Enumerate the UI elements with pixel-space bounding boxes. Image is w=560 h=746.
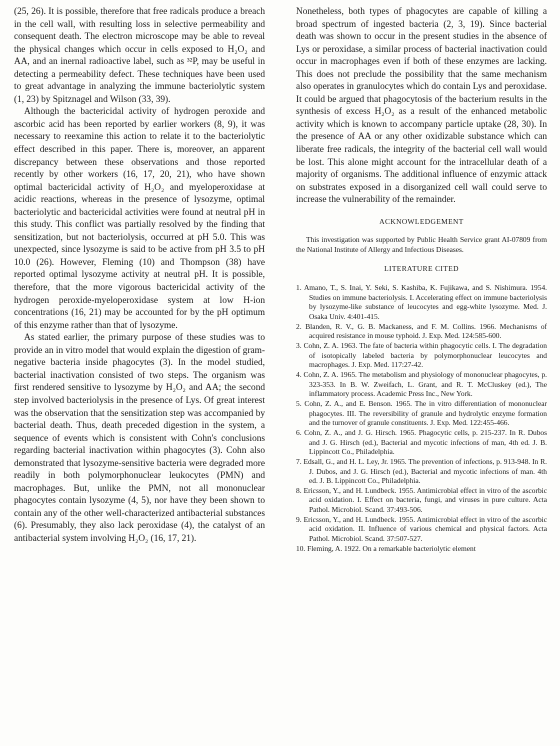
reference-item: 3. Cohn, Z. A. 1963. The fate of bacteria within phagocytic cells. I. The degradation of isotopically labeled bacteria by polymorphonuclear leucocytes and macrophages. J. Exp. Med. 117:27-42. bbox=[296, 340, 547, 370]
reference-item: 2. Blanden, R. V., G. B. Mackaness, and F. M. Collins. 1966. Mechanisms of acquired resistance in mouse typhoid. J. Exp. Med. 124:585-600. bbox=[296, 321, 547, 341]
reference-item: 6. Cohn, Z. A., and J. G. Hirsch. 1965. Phagocytic cells, p. 215-237. In R. Dubos and J. G. Hirsch (ed.), Bacterial and mycotic infections of man, 4th ed. J. B. Lippincott Co., Philadelphia. bbox=[296, 427, 547, 457]
right-column bbox=[296, 6, 547, 553]
acknowledgement-text: This investigation was supported by Public Health Service grant AI-07809 from the National Institute of Allergy and Infectious Diseases. bbox=[296, 235, 547, 254]
reference-item: 7. Edsall, G., and H. L. Ley, Jr. 1965. The prevention of infections, p. 913-948. In R. J. Dubos, and J. G. Hirsch (ed.), Bacterial and mycotic infections of man. 4th ed. J. B. Lippincott Co., Philadelphia. bbox=[296, 456, 547, 486]
discussion-paragraph-2: Although the bactericidal activity of hydrogen peroxide and ascorbic acid has been reported by earlier workers (8, 9), it was necessary to reexamine this action to relate it to the bacteriolytic effect described in this paper. There is, moreover, an apparent discrepancy between these observations and those reported recently by other workers (16, 17, 20, 21), who have shown optimal bactericidal activity of H₂O₂ and myeloperoxidase at acidic reactions, whereas in the presence of lysozyme, optimal bacteriolytic and bactericidal activities were found at neutral pH in this study. This conflict was partially resolved by the finding that sensitization, but not bacteriolysis, occurred at pH 5.0. This was unexpected, since lysozyme is said to be active from pH 3.5 to pH 10.0 (26). However, Fleming (10) and Thompson (38) have reported optimal lysozyme activity at neutral pH. It is possible, therefore, that the more vigorous bactericidal activity of the hydrogen peroxide-myeloperoxidase system at low H-ion concentrations (16, 21) may be accounted for by the pH optimum of this enzyme rather than that of lysozyme. bbox=[14, 107, 265, 331]
reference-item: 1. Amano, T., S. Inai, Y. Seki, S. Kashiba, K. Fujikawa, and S. Nishimura. 1954. Studies on immune bacteriolysis. I. Accelerating effect on immune bacteriolysis by lysozyme-like substance of leucocytes and egg-white lysozyme. Med. J. Osaka Univ. 4:401-415. bbox=[296, 283, 547, 321]
reference-item: 5. Cohn, Z. A., and E. Benson. 1965. The in vitro differentiation of mononuclear phagocytes. III. The reversibility of granule and hydrolytic enzyme formation and the turnover of granule constituents. J. Exp. Med. 122:455-466. bbox=[296, 398, 547, 428]
reference-item: 9. Ericsson, Y., and H. Lundbeck. 1955. Antimicrobial effect in vitro of the ascorbic acid oxidation. II. Influence of various chemical and physical factors. Acta Pathol. Microbiol. Scand. 37:507-527. bbox=[296, 514, 547, 544]
reference-list bbox=[296, 283, 547, 553]
acknowledgement-heading: ACKNOWLEDGEMENT bbox=[379, 216, 464, 226]
left-column bbox=[14, 6, 265, 546]
reference-item: 10. Fleming, A. 1922. On a remarkable bacteriolytic element bbox=[296, 543, 476, 553]
discussion-paragraph-4: Nonetheless, both types of phagocytes are capable of killing a broad spectrum of ingested bacteria (2, 3, 19). Since bacterial death was shown to occur in the present studies in the absence of Lys or peroxidase, a similar process of bacterial inactivation could occur in macrophages even if both of these enzymes are lacking. This does not preclude the possibility that the same mechanism also operates in granulocytes which do contain Lys and peroxidase. It could be argued that phagocytosis of the bacterium results in the synthesis of excess H₂O₂ as a result of the enhanced metabolic activity which is known to accompany particle uptake (28, 30). In the presence of AA or any other oxidizable substance which can liberate free radicals, the integrity of the bacterial cell wall would be lost. This alone might account for the intracellular death of a majority of organisms. The additional influence of enzymic attack on substrates exposed in a disorganized cell wall could serve to increase the vulnerability of the remainder. bbox=[296, 7, 547, 206]
reference-item: 8. Ericsson, Y., and H. Lundbeck. 1955. Antimicrobial effect in vitro of the ascorbic acid oxidation. I. Effect on bacteria, fungi, and viruses in pure culture. Acta Pathol. Microbiol. Scand. 37:493-506. bbox=[296, 485, 547, 515]
literature-cited-heading: LITERATURE CITED bbox=[384, 264, 459, 274]
discussion-paragraph-1: (25, 26). It is possible, therefore that free radicals produce a breach in the cell wall, with resulting loss in selective permeability and consequent death. The electron microscope may be able to reveal the physical changes which occur in cells exposed to H₂O₂ and AA, and an inernal radioactive label, such as ³²P, may be useful in detecting a permeability defect. These techniques have been used to great advantage in analyzing the immune bacteriolytic system (1, 23) by Spitznagel and Wilson (33, 39). bbox=[14, 7, 265, 105]
reference-item: 4. Cohn, Z. A. 1965. The metabolism and physiology of mononuclear phagocytes, p. 323-353. In B. W. Zweifach, L. Grant, and R. T. McCluskey (ed.), The inflammatory process. Academic Press Inc., New York. bbox=[296, 369, 547, 399]
discussion-paragraph-3: As stated earlier, the primary purpose of these studies was to provide an in vitro model that would explain the digestion of gram-negative bacteria inside phagocytes (3). In the model studied, bacterial inactivation consisted of two steps. The organism was first rendered sensitive to lysozyme by H₂O₂ and AA; the second step involved bacteriolysis in the presence of Lys. Of great interest was the observation that the sensitization step was accompanied by bacterial death. Thus, death preceded digestion in the system, a sequence of events which is consistent with Cohn's conclusions regarding bacterial inactivation within phagocytes (3). Cohn also demonstrated that lysozyme-sensitive bacteria were degraded more readily in both polymorphonuclear leukocytes (PMN) and macrophages. But, unlike the PMN, not all mononuclear phagocytes contain lysozyme (4, 5), nor have they been shown to contain any of the other well-characterized antibacterial substances (6). Presumably, they also lack peroxidase (4), the catalyst of an antibacterial system involving H₂O₂ (16, 17, 21). bbox=[14, 333, 265, 544]
